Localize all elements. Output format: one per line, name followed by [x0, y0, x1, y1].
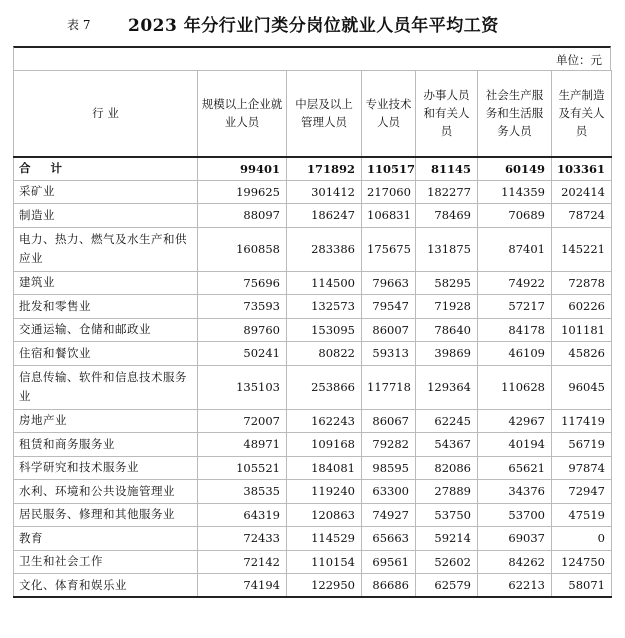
wage-cell: 145221 — [552, 227, 612, 271]
wage-cell: 56719 — [552, 433, 612, 457]
table-row — [14, 180, 612, 204]
wage-cell: 74927 — [362, 503, 416, 527]
wage-cell: 135103 — [198, 365, 287, 409]
industry-name: 合 计 — [14, 157, 198, 181]
wage-cell: 109168 — [287, 433, 362, 457]
industry-name: 批发和零售业 — [14, 295, 198, 319]
table-row — [14, 318, 612, 342]
wage-cell: 122950 — [287, 574, 362, 598]
wage-cell: 160858 — [198, 227, 287, 271]
wage-cell: 79547 — [362, 295, 416, 319]
wage-cell: 88097 — [198, 204, 287, 228]
wage-cell: 184081 — [287, 456, 362, 480]
header-col5: 社会生产服务和生活服务人员 — [478, 71, 552, 157]
wage-cell: 79282 — [362, 433, 416, 457]
unit-label: 单位：元 — [556, 53, 602, 67]
wage-cell: 114359 — [478, 180, 552, 204]
header-col2: 中层及以上管理人员 — [287, 71, 362, 157]
wage-cell: 87401 — [478, 227, 552, 271]
wage-cell: 69561 — [362, 550, 416, 574]
table-row — [14, 550, 612, 574]
industry-name: 房地产业 — [14, 409, 198, 433]
industry-name: 采矿业 — [14, 180, 198, 204]
wage-cell: 153095 — [287, 318, 362, 342]
wage-cell: 86007 — [362, 318, 416, 342]
unit-bar — [13, 46, 611, 70]
wage-cell: 42967 — [478, 409, 552, 433]
wage-cell: 60149 — [478, 157, 552, 181]
wage-cell: 106831 — [362, 204, 416, 228]
industry-name: 教育 — [14, 527, 198, 551]
wage-cell: 114500 — [287, 271, 362, 295]
wage-cell: 86686 — [362, 574, 416, 598]
total-row — [14, 157, 612, 181]
wage-cell: 48971 — [198, 433, 287, 457]
table-row — [14, 527, 612, 551]
wage-cell: 64319 — [198, 503, 287, 527]
industry-name: 电力、热力、燃气及水生产和供应业 — [14, 227, 198, 271]
wage-cell: 175675 — [362, 227, 416, 271]
table-row — [14, 574, 612, 598]
wage-cell: 96045 — [552, 365, 612, 409]
industry-name: 文化、体育和娱乐业 — [14, 574, 198, 598]
wage-cell: 182277 — [416, 180, 478, 204]
header-col1: 规模以上企业就业人员 — [198, 71, 287, 157]
industry-name: 租赁和商务服务业 — [14, 433, 198, 457]
wage-cell: 62213 — [478, 574, 552, 598]
table-row — [14, 204, 612, 228]
wage-cell: 27889 — [416, 480, 478, 504]
wage-cell: 71928 — [416, 295, 478, 319]
wage-cell: 253866 — [287, 365, 362, 409]
industry-name: 制造业 — [14, 204, 198, 228]
wage-cell: 301412 — [287, 180, 362, 204]
wage-cell: 40194 — [478, 433, 552, 457]
wage-cell: 50241 — [198, 342, 287, 366]
wage-cell: 162243 — [287, 409, 362, 433]
wage-cell: 58295 — [416, 271, 478, 295]
wage-cell: 171892 — [287, 157, 362, 181]
wage-cell: 70689 — [478, 204, 552, 228]
table-row — [14, 409, 612, 433]
wage-cell: 57217 — [478, 295, 552, 319]
wage-cell: 34376 — [478, 480, 552, 504]
wage-cell: 39869 — [416, 342, 478, 366]
wage-cell: 110154 — [287, 550, 362, 574]
wage-cell: 132573 — [287, 295, 362, 319]
wage-cell: 74922 — [478, 271, 552, 295]
table-row — [14, 271, 612, 295]
header-industry: 行 业 — [14, 71, 198, 157]
table-title: 2023 年分行业门类分岗位就业人员年平均工资 — [128, 16, 499, 36]
wage-cell: 199625 — [198, 180, 287, 204]
wage-cell: 84178 — [478, 318, 552, 342]
wage-cell: 124750 — [552, 550, 612, 574]
wage-cell: 72878 — [552, 271, 612, 295]
table-number: 表 7 — [67, 18, 91, 32]
wage-cell: 60226 — [552, 295, 612, 319]
wage-cell: 62579 — [416, 574, 478, 598]
wage-cell: 75696 — [198, 271, 287, 295]
wage-cell: 45826 — [552, 342, 612, 366]
wage-cell: 283386 — [287, 227, 362, 271]
wage-cell: 103361 — [552, 157, 612, 181]
wage-cell: 97874 — [552, 456, 612, 480]
wage-cell: 46109 — [478, 342, 552, 366]
wage-cell: 65663 — [362, 527, 416, 551]
wage-cell: 0 — [552, 527, 612, 551]
wage-cell: 65621 — [478, 456, 552, 480]
wage-cell: 38535 — [198, 480, 287, 504]
industry-name: 建筑业 — [14, 271, 198, 295]
wage-cell: 78724 — [552, 204, 612, 228]
table-row — [14, 503, 612, 527]
wage-cell: 186247 — [287, 204, 362, 228]
header-col4: 办事人员和有关人员 — [416, 71, 478, 157]
table-row — [14, 342, 612, 366]
wage-cell: 110517 — [362, 157, 416, 181]
industry-name: 科学研究和技术服务业 — [14, 456, 198, 480]
wage-cell: 105521 — [198, 456, 287, 480]
wage-cell: 80822 — [287, 342, 362, 366]
wage-cell: 63300 — [362, 480, 416, 504]
industry-name: 居民服务、修理和其他服务业 — [14, 503, 198, 527]
wage-cell: 72947 — [552, 480, 612, 504]
wage-cell: 54367 — [416, 433, 478, 457]
wage-cell: 99401 — [198, 157, 287, 181]
wage-cell: 81145 — [416, 157, 478, 181]
wage-cell: 101181 — [552, 318, 612, 342]
industry-name: 卫生和社会工作 — [14, 550, 198, 574]
wage-cell: 74194 — [198, 574, 287, 598]
wage-cell: 202414 — [552, 180, 612, 204]
industry-name: 水利、环境和公共设施管理业 — [14, 480, 198, 504]
wage-cell: 86067 — [362, 409, 416, 433]
wage-cell: 117419 — [552, 409, 612, 433]
table-row — [14, 227, 612, 271]
wage-cell: 59214 — [416, 527, 478, 551]
header-col6: 生产制造及有关人员 — [552, 71, 612, 157]
table-row — [14, 456, 612, 480]
wage-cell: 72433 — [198, 527, 287, 551]
wage-cell: 84262 — [478, 550, 552, 574]
wage-cell: 58071 — [552, 574, 612, 598]
wage-cell: 78469 — [416, 204, 478, 228]
wage-cell: 53700 — [478, 503, 552, 527]
wage-cell: 79663 — [362, 271, 416, 295]
wage-cell: 89760 — [198, 318, 287, 342]
wage-cell: 117718 — [362, 365, 416, 409]
header-row — [14, 71, 612, 157]
wage-cell: 82086 — [416, 456, 478, 480]
industry-name: 交通运输、仓储和邮政业 — [14, 318, 198, 342]
title-row — [0, 9, 625, 39]
wage-cell: 129364 — [416, 365, 478, 409]
wage-cell: 62245 — [416, 409, 478, 433]
wage-cell: 72142 — [198, 550, 287, 574]
wage-cell: 98595 — [362, 456, 416, 480]
wage-cell: 78640 — [416, 318, 478, 342]
wage-cell: 72007 — [198, 409, 287, 433]
wage-cell: 110628 — [478, 365, 552, 409]
table-row — [14, 480, 612, 504]
wage-cell: 120863 — [287, 503, 362, 527]
wage-cell: 131875 — [416, 227, 478, 271]
wage-table — [13, 70, 612, 598]
wage-cell: 119240 — [287, 480, 362, 504]
wage-cell: 52602 — [416, 550, 478, 574]
wage-cell: 114529 — [287, 527, 362, 551]
table-row — [14, 295, 612, 319]
wage-cell: 53750 — [416, 503, 478, 527]
table-row — [14, 433, 612, 457]
wage-cell: 217060 — [362, 180, 416, 204]
wage-cell: 47519 — [552, 503, 612, 527]
wage-cell: 73593 — [198, 295, 287, 319]
wage-cell: 59313 — [362, 342, 416, 366]
wage-cell: 69037 — [478, 527, 552, 551]
table-row — [14, 365, 612, 409]
header-col3: 专业技术人员 — [362, 71, 416, 157]
industry-name: 住宿和餐饮业 — [14, 342, 198, 366]
industry-name: 信息传输、软件和信息技术服务业 — [14, 365, 198, 409]
